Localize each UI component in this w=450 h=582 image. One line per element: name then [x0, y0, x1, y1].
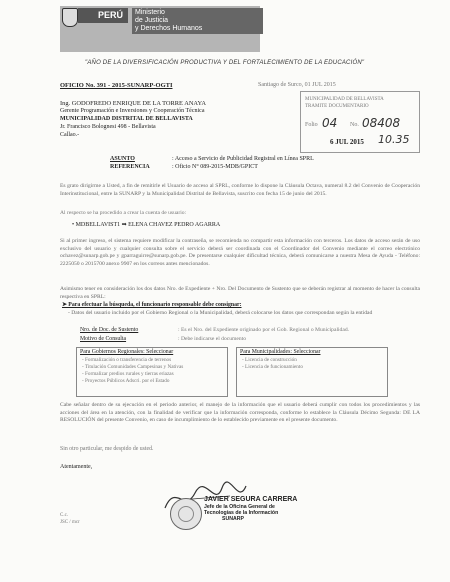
box-item: - Titulación Comunidades Campesinas y Nativas [82, 364, 184, 370]
cc-label: C.c. [60, 513, 69, 518]
box-item: - Proyectos Públicos Adscri. por el Estado [82, 378, 170, 384]
folio-label: Folio [305, 122, 318, 128]
addressee-city: Callao.- [60, 132, 80, 138]
signer-title: Jefe de la Oficina General de [204, 504, 275, 510]
ministry-name [132, 8, 263, 34]
registry-number: 08408 [362, 116, 401, 130]
signer-org: SUNARP [222, 516, 244, 522]
closing: Atentamente, [60, 464, 93, 470]
addressee-org: MUNICIPALIDAD DISTRITAL DE BELLAVISTA [60, 116, 193, 122]
official-seal-icon [170, 498, 202, 530]
coat-of-arms-icon [62, 8, 78, 27]
stamp-time: 10.35 [378, 133, 410, 146]
ministry-line: de Justicia [135, 17, 169, 24]
field-label: Nro. de Doc. de Sustento [80, 327, 139, 333]
country-label: PERÚ [78, 8, 128, 23]
instruction-bullet: ➤ Para efectuar la búsqueda, el funcionario responsable debe consignar: [62, 302, 242, 308]
field-value: : Es el Nro. del Expediente originado por el Gob. Regional o Municipalidad. [178, 327, 350, 333]
box-item: - Licencia de funcionamiento [242, 364, 303, 370]
initials: JSC / mcr [60, 520, 80, 525]
number-label: No. [350, 122, 359, 128]
user-account-bullet: • MDBELLAVIST1 ➡ ELENA CHAVEZ PEDRO AGARRA [72, 222, 221, 228]
box-item: - Licencia de construcción [242, 357, 297, 363]
reference-text: : Oficio N° 089-2015-MDB/GPICT [172, 164, 258, 170]
addressee-role: Gerente Programación e Inversiones y Cooperación Técnica [60, 108, 205, 114]
field-value: : Debe indicarse el documento [178, 336, 247, 342]
stamp-line: TRAMITE DOCUMENTARIO [305, 104, 369, 109]
stamp-date: 6 JUL 2015 [330, 138, 364, 146]
box-title: Para Gobiernos Regionales: Seleccionar [80, 349, 174, 355]
signer-title: Tecnologías de la Información [204, 510, 279, 516]
signer-name: JAVIER SEGURA CARRERA [204, 496, 298, 503]
ministry-line: Ministerio [135, 9, 165, 16]
addressee-name: Ing. GODOFREDO ENRIQUE DE LA TORRE ANAYA [60, 100, 206, 107]
ministry-line: y Derechos Humanos [135, 25, 203, 32]
asunto-label: ASUNTO [110, 156, 135, 162]
box-item: - Formalizar predios rurales y tierras eriazas [82, 371, 174, 377]
body-paragraph: Es grato dirigirme a Usted, a fin de remitirle el Usuario de acceso al SPRL, conforme lo dispone la Cláusula Octava, numeral 8.2 del Convenio de Cooperación Interinstitucional, entre la SUNARP y la Municipalidad Distrital de Bellavista, suscrito con fecha 15 de junio del 2015. [60, 183, 420, 197]
addressee-address: Jr. Francisco Bolognesi 498 - Bellavista [60, 124, 156, 130]
field-label: Motivo de Consulta [80, 336, 127, 342]
reference-label: REFERENCIA [110, 164, 150, 170]
oficio-number: OFICIO No. 391 - 2015-SUNARP-OGTI [60, 82, 173, 89]
asunto-text: : Acceso a Servicio de Publicidad Registral en Línea SPRL [172, 156, 314, 162]
box-item: - Formalización o transferencia de terrenos [82, 357, 172, 363]
box-title: Para Municipalidades: Seleccionar [240, 349, 321, 355]
body-paragraph: Al respecto se ha procedido a crear la cuenta de usuario: [60, 210, 187, 216]
body-paragraph: Cabe señalar dentro de su ejecución en el periodo anterior, el manejo de la información que el usuario deberá cumplir con todos los procedimientos y las acciones del área en la atención, con la finalidad de verificar que la información corresponda, conforme lo establece la Cláusula Décimo Segunda: DE LA RESOLUCIÓN del presente Convenio, en caso de incumplimiento de lo establecido previamente en el presente documento. [60, 402, 420, 424]
date-line: Santiago de Surco, 01 JUL 2015 [258, 82, 336, 88]
body-paragraph: Asimismo tener en consideración los dos datos Nro. de Expediente + Nro. Del Documento de Sustento que se deberán registrar al momento de hacer la consulta respectiva en SPRL: [60, 286, 420, 300]
year-motto: "AÑO DE LA DIVERSIFICACIÓN PRODUCTIVA Y DEL FORTALECIMIENTO DE LA EDUCACIÓN" [85, 60, 365, 66]
body-paragraph: Si al primer ingreso, el sistema requiere modificar la contraseña, se recomienda no compartir esta información con terceros. Los datos de acceso serán de uso exclusivo del usuario y cualquier consulta sobre el servicio deberá ser coordinada con el Coordinador del Convenio mediante el correo electrónico ochavez@sunarp.gob.pe y gparraguirre@sunarp.gob.pe. De presentarse cualquier dificultad técnica, deberá comunicarse a nuestra Mesa de Ayuda - Teléfono: 2225050 o 2015700 anexo 9907 en los correos antes mencionados. [60, 238, 420, 267]
stamp-line: MUNICIPALIDAD DE BELLAVISTA [305, 97, 384, 102]
farewell: Sin otro particular, me despido de usted. [60, 446, 154, 452]
body-paragraph: - Datos del usuario incluido por el Gobierno Regional o la Municipalidad, deberá colocarse los datos que correspondan según la entidad [68, 310, 373, 316]
folio-number: 04 [322, 116, 338, 130]
